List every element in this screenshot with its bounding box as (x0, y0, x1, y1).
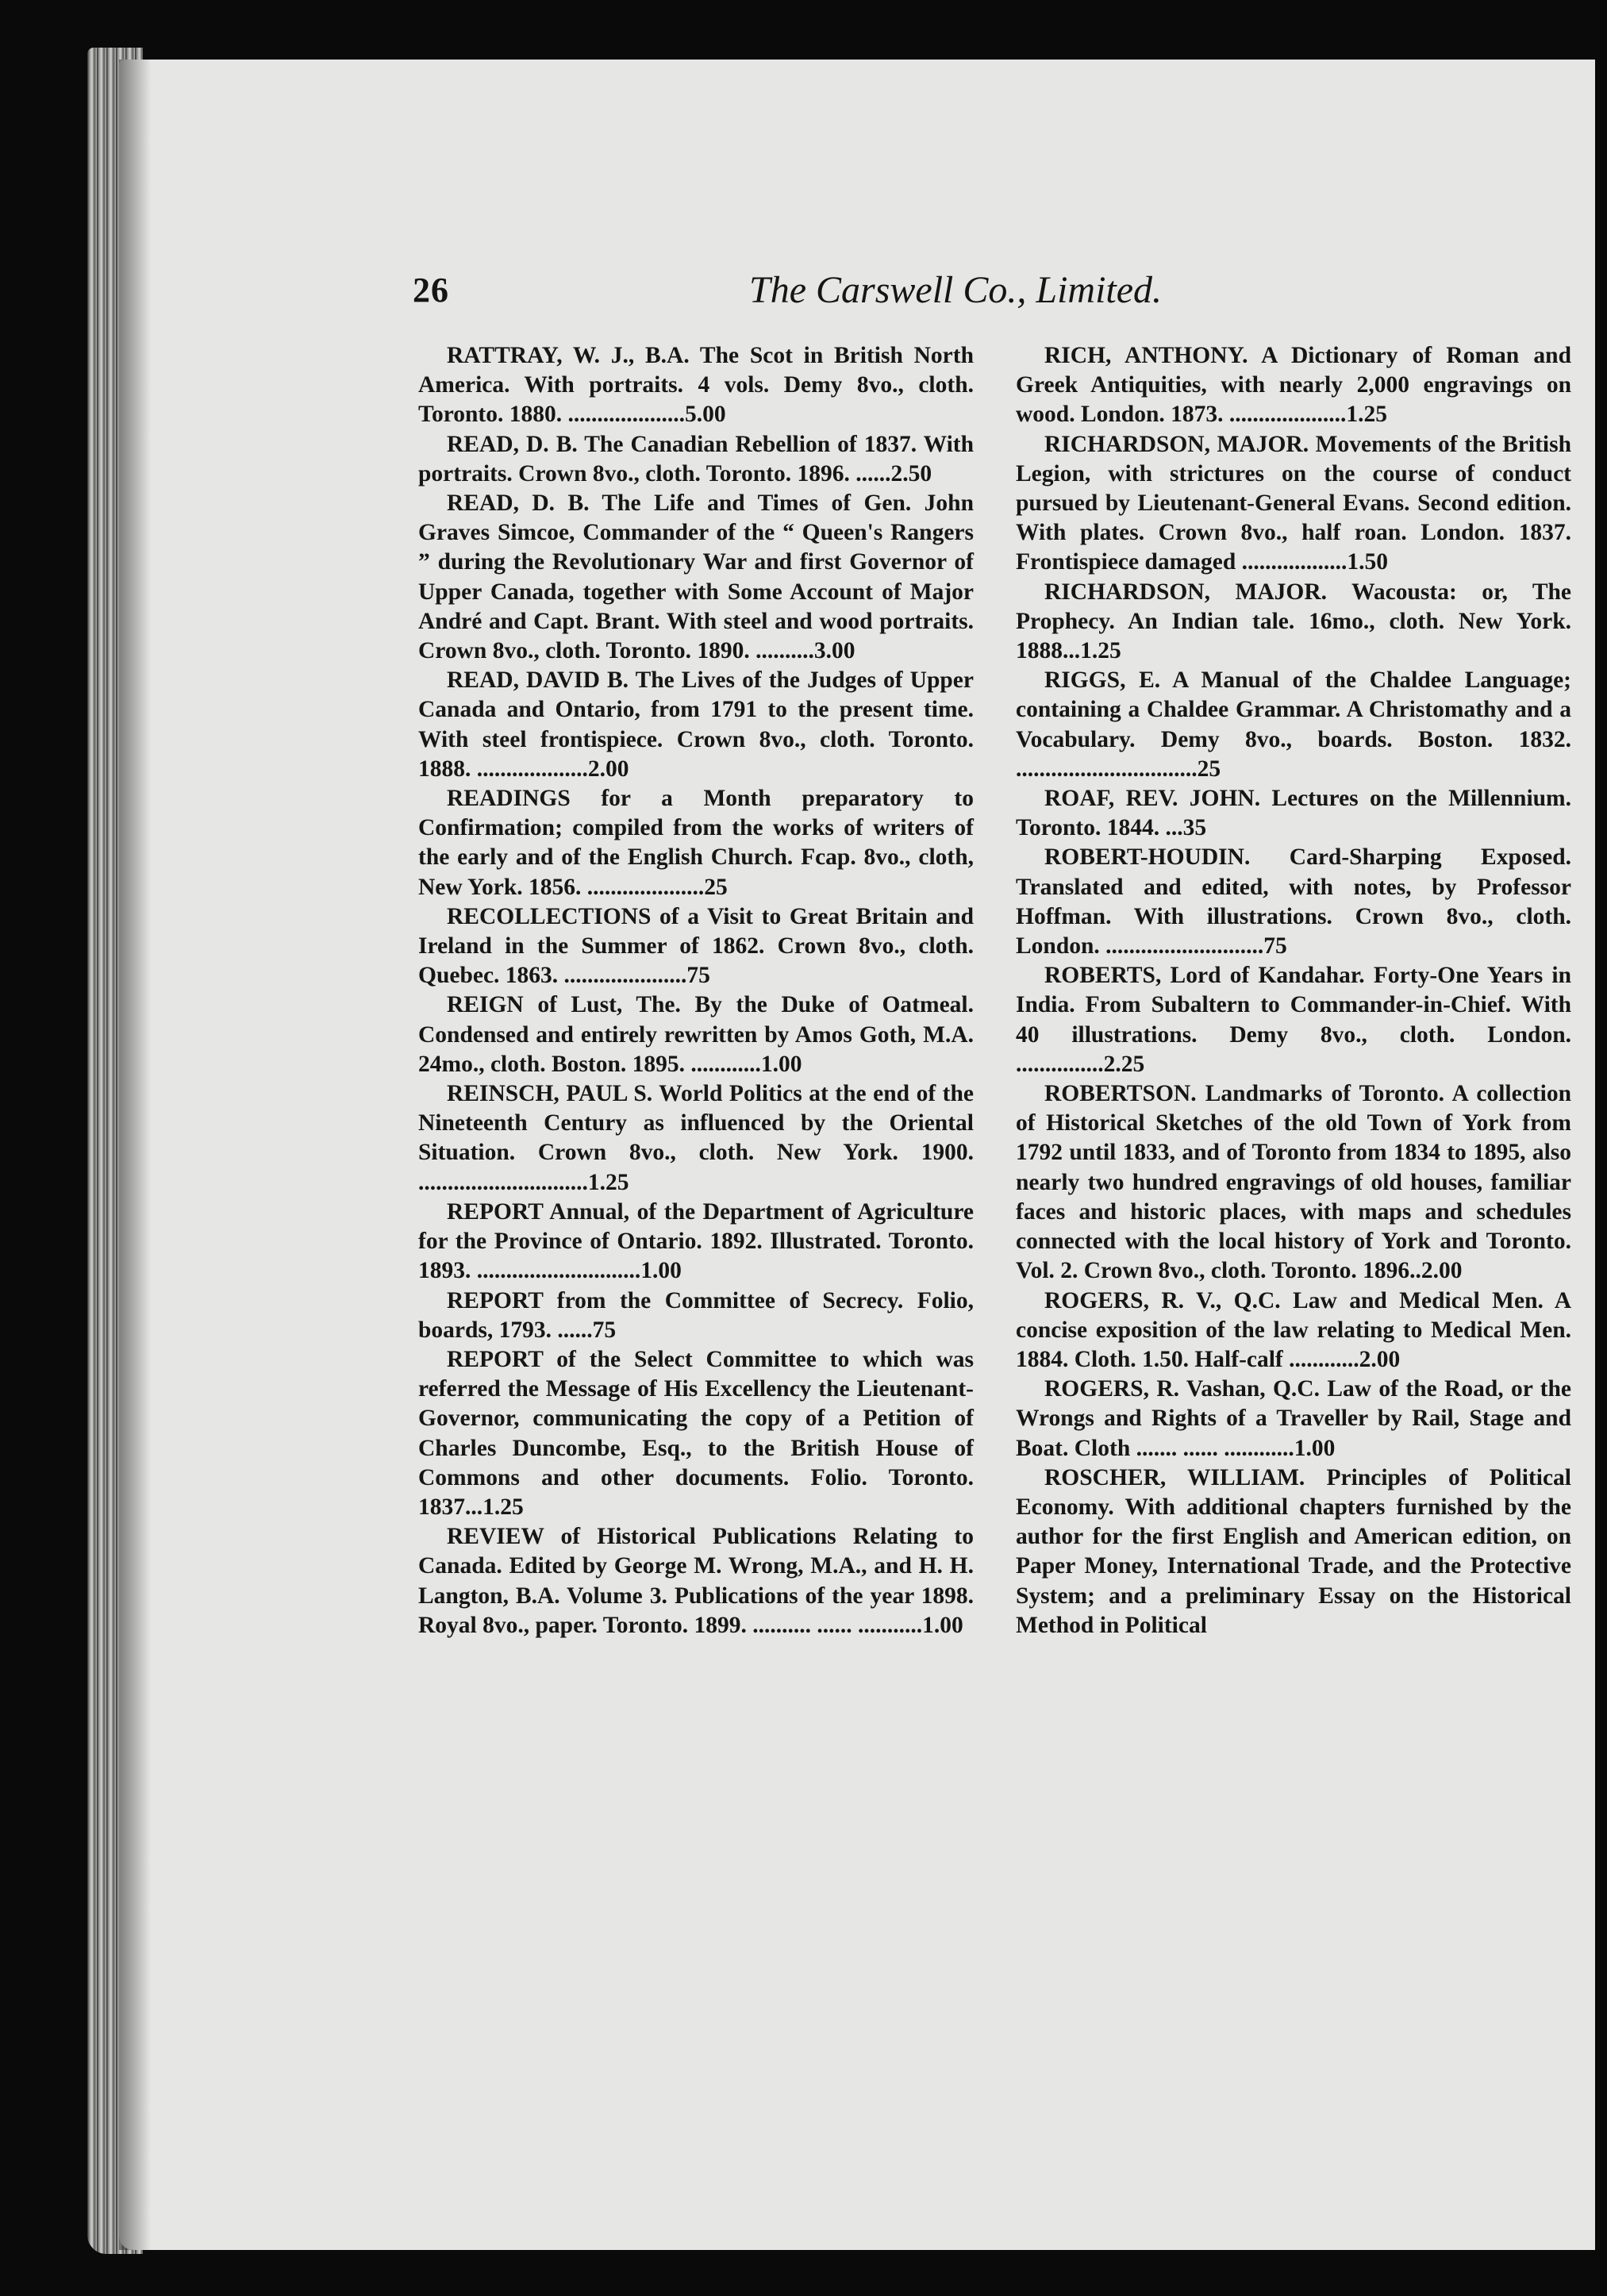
catalog-entry-rogers-medical: ROGERS, R. V., Q.C. Law and Medical Men. A concise exposition of the law relating to Medical Men. 1884. Cloth. 1.50. Half-calf ............2.00 (1016, 1287, 1571, 1372)
catalog-entry-richardson-movements: RICHARDSON, MAJOR. Movements of the British Legion, with strictures on the course of conduct pursued by Lieutenant-General Evans. Second edition. With plates. Crown 8vo., half roan. London. 1837. Frontispiece damaged ..................1.50 (1016, 431, 1571, 575)
catalog-entry-read-rebellion: READ, D. B. The Canadian Rebellion of 1837. With portraits. Crown 8vo., cloth. Toronto. 1896. ......2.50 (418, 431, 974, 487)
catalog-entry-robert-houdin: ROBERT-HOUDIN. Card-Sharping Exposed. Translated and edited, with notes, by Professor Hoffman. With illustrations. Crown 8vo., cloth. London. ...........................75 (1016, 844, 1571, 960)
running-head (413, 270, 1286, 325)
catalog-entry-report-agriculture: REPORT Annual, of the Department of Agriculture for the Province of Ontario. 1892. Illustrated. Toronto. 1893. ............................1.00 (418, 1198, 974, 1284)
catalog-entry-roaf: ROAF, REV. JOHN. Lectures on the Millennium. Toronto. 1844. ...35 (1016, 786, 1571, 841)
catalog-entry-read-judges: READ, DAVID B. The Lives of the Judges of Upper Canada and Ontario, from 1791 to the present time. With steel frontispiece. Crown 8vo., cloth. Toronto. 1888. ...................2.00 (418, 667, 974, 782)
catalog-entry-rogers-road: ROGERS, R. Vashan, Q.C. Law of the Road, or the Wrongs and Rights of a Traveller by Rail, Stage and Boat. Cloth ....... ...... ............1.00 (1016, 1376, 1571, 1461)
catalog-entry-rattray: RATTRAY, W. J., B.A. The Scot in British North America. With portraits. 4 vols. Demy 8vo., cloth. Toronto. 1880. ....................5.00 (418, 343, 974, 428)
catalog-entry-reinsch: REINSCH, PAUL S. World Politics at the end of the Nineteenth Century as influenced by the Oriental Situation. Crown 8vo., cloth. New York. 1900. .............................1.25 (418, 1081, 974, 1195)
right-column (1016, 341, 1571, 1640)
publisher-name: The Carswell Co., Limited. (749, 269, 1163, 311)
catalog-entry-report-select-committee: REPORT of the Select Committee to which was referred the Message of His Excellency the Lieutenant-Governor, communicating the copy of a Petition of Charles Duncombe, Esq., to the British House of Commons and other documents. Folio. Toronto. 1837...1.25 (418, 1346, 974, 1520)
gutter-shadow (119, 60, 151, 2250)
catalog-entry-report-secrecy: REPORT from the Committee of Secrecy. Folio, boards, 1793. ......75 (418, 1287, 974, 1343)
catalog-entry-roscher: ROSCHER, WILLIAM. Principles of Political Economy. With additional chapters furnished by the author for the first English and American edition, on Paper Money, International Trade, and the Protective System; and a preliminary Essay on the Historical Method in Political (1016, 1464, 1571, 1638)
catalog-entry-riggs: RIGGS, E. A Manual of the Chaldee Language; containing a Chaldee Grammar. A Christomathy and a Vocabulary. Demy 8vo., boards. Boston. 1832. ...............................25 (1016, 667, 1571, 782)
catalog-entry-read-simcoe: READ, D. B. The Life and Times of Gen. John Graves Simcoe, Commander of the “ Queen's Rangers ” during the Revolutionary War and first Governor of Upper Canada, together with Some Account of Major André and Capt. Brant. With steel and wood portraits. Crown 8vo., cloth. Toronto. 1890. ..........3.00 (418, 490, 974, 664)
catalog-entry-recollections: RECOLLECTIONS of a Visit to Great Britain and Ireland in the Summer of 1862. Crown 8vo., cloth. Quebec. 1863. .....................75 (418, 903, 974, 989)
catalog-entry-readings: READINGS for a Month preparatory to Confirmation; compiled from the works of writers of the early and of the English Church. Fcap. 8vo., cloth, New York. 1856. ....................25 (418, 786, 974, 900)
catalog-entry-rich: RICH, ANTHONY. A Dictionary of Roman and Greek Antiquities, with nearly 2,000 engravings on wood. London. 1873. ....................1.25 (1016, 343, 1571, 428)
catalog-entry-reign-of-lust: REIGN of Lust, The. By the Duke of Oatmeal. Condensed and entirely rewritten by Amos Goth, M.A. 24mo., cloth. Boston. 1895. ............1.00 (418, 992, 974, 1077)
catalog-entry-robertson: ROBERTSON. Landmarks of Toronto. A collection of Historical Sketches of the old Town of York from 1792 until 1833, and of Toronto from 1834 to 1895, also nearly two hundred engravings of old houses, familiar faces and historic places, with maps and schedules connected with the local history of York and Toronto. Vol. 2. Crown 8vo., cloth. Toronto. 1896..2.00 (1016, 1081, 1571, 1284)
left-column (418, 341, 974, 1640)
catalog-entry-review-historical: REVIEW of Historical Publications Relating to Canada. Edited by George M. Wrong, M.A., and H. H. Langton, B.A. Volume 3. Publications of the year 1898. Royal 8vo., paper. Toronto. 1899. .......... ...... ...........1.00 (418, 1524, 974, 1638)
catalog-entry-richardson-wacousta: RICHARDSON, MAJOR. Wacousta: or, The Prophecy. An Indian tale. 16mo., cloth. New York. 1888...1.25 (1016, 579, 1571, 664)
catalog-entry-roberts: ROBERTS, Lord of Kandahar. Forty-One Years in India. From Subaltern to Commander-in-Chief. With 40 illustrations. Demy 8vo., cloth. London. ...............2.25 (1016, 963, 1571, 1077)
page-number: 26 (413, 271, 449, 310)
